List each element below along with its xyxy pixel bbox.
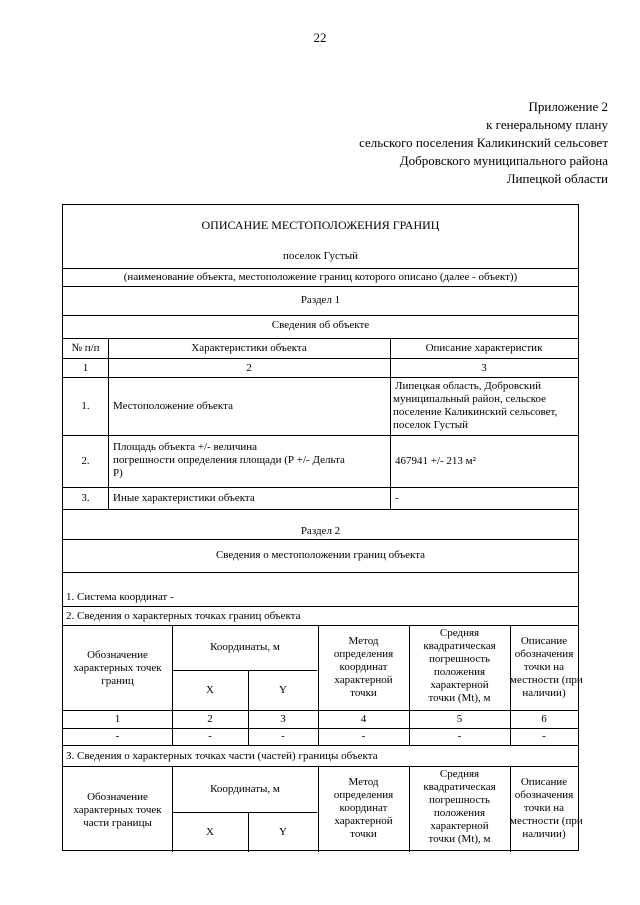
characteristic-name: Местоположение объекта [113,400,233,412]
section2-subheading: Сведения о местоположении границ объекта [215,549,426,561]
points-col-x: X [206,684,214,696]
points-col-description: Описание обозначения точки на местности (при наличии) [510,635,583,699]
appendix-line: Приложение 2 [528,99,608,114]
form-title: ОПИСАНИЕ МЕСТОПОЛОЖЕНИЯ ГРАНИЦ [201,218,440,232]
points-col-designation: Обозначение характерных точек границ [73,649,162,687]
points-heading: 2. Сведения о характерных точках границ объекта [66,610,301,622]
points-col-y: Y [279,684,287,696]
coordinate-system: 1. Система координат - [66,591,174,603]
characteristic-name: погрешности определения площади (Р +/- Дельта [113,454,345,466]
characteristic-name: Р) [113,467,123,479]
col-header-description: Описание характеристик [425,342,543,354]
parts-col-method: Метод определения координат характерной точки [333,776,394,840]
parts-col-error: Средняя квадратическая погрешность положения характерной точки (Mt), м [423,768,496,845]
points-cell: - [542,730,546,742]
points-cell: - [281,730,285,742]
characteristic-value: муниципальный район, сельское [393,393,547,405]
characteristic-value: 467941 +/- 213 м² [395,455,476,467]
points-col-number: 3 [280,713,286,725]
characteristic-value: - [395,492,399,504]
points-cell: - [361,730,366,742]
parts-heading: 3. Сведения о характерных точках части (частей) границы объекта [66,750,378,762]
section1-heading: Раздел 1 [300,294,341,306]
col-number: 1 [82,362,89,374]
points-col-error: Средняя квадратическая погрешность положения характерной точки (Mt), м [423,627,496,704]
characteristic-value: поселок Густый [393,419,469,431]
points-col-number: 2 [207,713,213,725]
section2-heading: Раздел 2 [300,525,341,537]
row-number: 1. [81,400,90,412]
object-name: поселок Густый [282,250,359,262]
characteristic-value: Липецкая область, Добровский [395,380,542,392]
points-cell: - [115,730,120,742]
appendix-header [359,98,608,188]
parts-col-designation: Обозначение характерных точек части границы [73,791,162,829]
points-cell: - [457,730,462,742]
col-number: 2 [246,362,252,374]
characteristic-value: поселение Каликинский сельсовет, [393,406,558,418]
boundary-description-form [62,204,583,851]
parts-col-y: Y [279,826,287,838]
parts-col-coordinates: Координаты, м [210,783,280,795]
col-header-number: № п/п [71,342,100,354]
col-number: 3 [481,362,487,374]
page-number: 22 [313,30,327,45]
parts-col-description: Описание обозначения точки на местности (при наличии) [510,776,583,840]
object-caption: (наименование объекта, местоположение границ которого описано (далее - объект)) [123,271,518,283]
points-col-number: 6 [541,713,547,725]
col-header-characteristics: Характеристики объекта [191,342,307,354]
row-number: 3. [81,492,90,504]
points-col-method: Метод определения координат характерной точки [333,635,394,699]
points-col-number: 5 [456,713,463,725]
parts-col-x: X [206,826,214,838]
section1-subheading: Сведения об объекте [271,319,370,331]
appendix-line: сельского поселения Каликинский сельсовет [359,135,608,150]
characteristic-name: Иные характеристики объекта [113,492,255,504]
points-col-number: 1 [114,713,121,725]
points-col-coordinates: Координаты, м [210,641,280,653]
appendix-line: Добровского муниципального района [399,153,608,168]
characteristic-name: Площадь объекта +/- величина [113,441,258,453]
appendix-line: Липецкой области [506,171,608,186]
row-number: 2. [81,455,90,467]
appendix-line: к генеральному плану [486,117,608,132]
points-cell: - [208,730,212,742]
points-col-number: 4 [360,713,367,725]
